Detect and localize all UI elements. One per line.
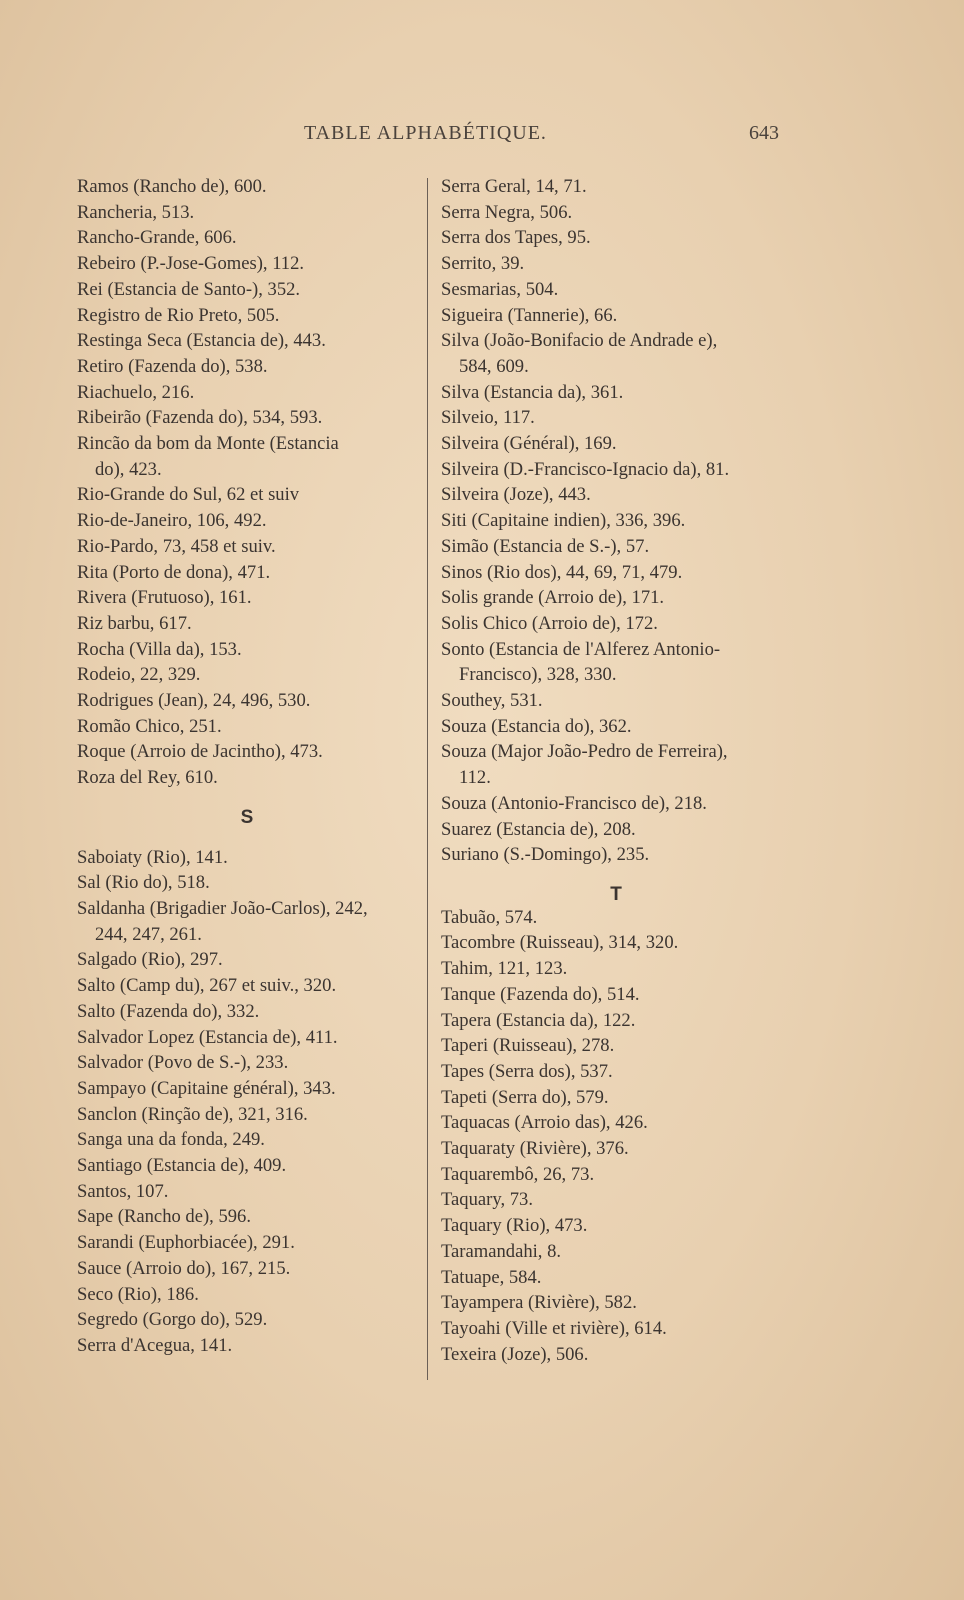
index-entry: Salvador Lopez (Estancia de), 411. (77, 1026, 338, 1048)
index-entry: Rivera (Frutuoso), 161. (77, 587, 252, 609)
index-entry: Rita (Porto de dona), 471. (77, 561, 271, 583)
index-entry: Tapes (Serra dos), 537. (441, 1060, 613, 1082)
index-entry: Silveira (Joze), 443. (441, 484, 591, 506)
index-entry: Sauce (Arroio do), 167, 215. (77, 1257, 291, 1279)
running-title: TABLE ALPHABÉTIQUE. (304, 122, 547, 144)
index-entry: Seco (Rio), 186. (77, 1283, 199, 1305)
index-entry: Sanga una da fonda, 249. (77, 1129, 265, 1151)
index-entry: Rio-de-Janeiro, 106, 492. (77, 510, 267, 532)
index-entry: Sonto (Estancia de l'Alferez Antonio- (441, 638, 721, 660)
index-entry: Silva (Estancia da), 361. (441, 381, 624, 403)
index-entry: Taquary (Rio), 473. (441, 1215, 588, 1237)
index-entry: Tanque (Fazenda do), 514. (441, 983, 640, 1005)
index-entry-continuation: Francisco), 328, 330. (459, 664, 617, 686)
index-group-t (441, 905, 791, 1368)
index-entry-continuation: 112. (459, 767, 491, 789)
index-entry: Serra Geral, 14, 71. (441, 176, 587, 197)
index-entry: Souza (Estancia do), 362. (441, 715, 632, 737)
index-entry: Rio-Grande do Sul, 62 et suiv (77, 484, 300, 506)
index-entry: Tayampera (Rivière), 582. (441, 1292, 637, 1314)
index-entry: Rocha (Villa da), 153. (77, 638, 242, 660)
index-entry: Simão (Estancia de S.-), 57. (441, 535, 650, 557)
index-entry: Tapeti (Serra do), 579. (441, 1086, 609, 1108)
index-entry: Tatuape, 584. (441, 1266, 542, 1288)
index-entry: Silveira (D.-Francisco-Ignacio da), 81. (441, 458, 730, 480)
index-entry: Sinos (Rio dos), 44, 69, 71, 479. (441, 561, 683, 583)
index-entry: Santiago (Estancia de), 409. (77, 1155, 287, 1177)
index-entry: Silva (João-Bonifacio de Andrade e), (441, 330, 718, 352)
index-entry: Tacombre (Ruisseau), 314, 320. (441, 932, 679, 954)
section-heading-t: T (610, 883, 622, 905)
index-entry: Sigueira (Tannerie), 66. (441, 304, 618, 326)
index-entry: Saboiaty (Rio), 141. (77, 846, 228, 868)
index-entry: Southey, 531. (441, 690, 543, 712)
index-entry: Serra dos Tapes, 95. (441, 227, 591, 249)
index-entry: Romão Chico, 251. (77, 715, 222, 737)
index-entry: Salvador (Povo de S.-), 233. (77, 1052, 289, 1074)
index-entry: Ramos (Rancho de), 600. (77, 176, 267, 197)
index-entry: Solis grande (Arroio de), 171. (441, 587, 665, 609)
index-entry-continuation: do), 423. (95, 458, 162, 480)
index-entry: Registro de Rio Preto, 505. (77, 304, 280, 326)
section-heading-s: S (240, 806, 254, 828)
index-entry: Siti (Capitaine indien), 336, 396. (441, 510, 686, 532)
index-entry: Rancho-Grande, 606. (77, 227, 237, 249)
index-entry: Segredo (Gorgo do), 529. (77, 1309, 268, 1331)
index-entry: Taquacas (Arroio das), 426. (441, 1112, 648, 1134)
index-entry: Retiro (Fazenda do), 538. (77, 355, 268, 377)
index-entry: Santos, 107. (77, 1180, 169, 1202)
index-entry: Tayoahi (Ville et rivière), 614. (441, 1317, 667, 1339)
index-entry: Salto (Fazenda do), 332. (77, 1000, 260, 1022)
index-entry: Salto (Camp du), 267 et suiv., 320. (77, 975, 337, 997)
index-entry: Sesmarias, 504. (441, 278, 559, 300)
page-number: 643 (749, 122, 779, 144)
index-entry: Taquarembô, 26, 73. (441, 1163, 595, 1185)
index-entry: Roza del Rey, 610. (77, 767, 218, 789)
index-entry: Tapera (Estancia da), 122. (441, 1009, 636, 1031)
index-entry: Suarez (Estancia de), 208. (441, 818, 636, 840)
column-divider (427, 178, 428, 1380)
index-entry-continuation: 584, 609. (459, 355, 529, 377)
index-entry: Salgado (Rio), 297. (77, 949, 223, 971)
index-entry: Taramandahi, 8. (441, 1240, 562, 1262)
index-column-left (77, 174, 417, 1359)
index-entry: Restinga Seca (Estancia de), 443. (77, 330, 326, 352)
index-entry: Ribeirão (Fazenda do), 534, 593. (77, 407, 323, 429)
index-entry: Sampayo (Capitaine général), 343. (77, 1077, 336, 1099)
index-entry: Serra d'Acegua, 141. (77, 1334, 233, 1356)
index-entry: Rincão da bom da Monte (Estancia (77, 433, 339, 455)
page-header (0, 122, 964, 152)
index-entry: Sal (Rio do), 518. (77, 872, 210, 894)
index-entry: Saldanha (Brigadier João-Carlos), 242, (77, 897, 368, 919)
index-entry: Silveira (Général), 169. (441, 433, 617, 455)
index-entry: Tahim, 121, 123. (441, 958, 568, 980)
index-entry: Suriano (S.-Domingo), 235. (441, 844, 650, 866)
index-entry: Taquary, 73. (441, 1189, 533, 1211)
index-entry: Rodeio, 22, 329. (77, 664, 201, 686)
index-entry: Souza (Antonio-Francisco de), 218. (441, 792, 707, 814)
index-entry: Serra Negra, 506. (441, 201, 573, 223)
index-entry: Taquaraty (Rivière), 376. (441, 1138, 629, 1160)
index-entry: Rio-Pardo, 73, 458 et suiv. (77, 535, 276, 557)
index-entry-continuation: 244, 247, 261. (95, 923, 202, 945)
index-entry: Rebeiro (P.-Jose-Gomes), 112. (77, 253, 305, 275)
index-group-r (77, 174, 417, 791)
index-entry: Serrito, 39. (441, 253, 525, 275)
index-entry: Solis Chico (Arroio de), 172. (441, 612, 658, 634)
index-entry: Sarandi (Euphorbiacée), 291. (77, 1232, 295, 1254)
index-group-s-continued (441, 174, 791, 868)
index-entry: Sanclon (Rinção de), 321, 316. (77, 1103, 308, 1125)
index-entry: Rei (Estancia de Santo-), 352. (77, 278, 301, 300)
index-entry: Rancheria, 513. (77, 201, 195, 223)
index-entry: Texeira (Joze), 506. (441, 1343, 589, 1365)
index-entry: Roque (Arroio de Jacintho), 473. (77, 741, 323, 763)
index-group-s (77, 845, 417, 1359)
index-column-right (441, 174, 791, 1367)
index-entry: Souza (Major João-Pedro de Ferreira), (441, 741, 728, 763)
index-entry: Riz barbu, 617. (77, 612, 192, 634)
index-entry: Sape (Rancho de), 596. (77, 1206, 252, 1228)
index-entry: Taperi (Ruisseau), 278. (441, 1035, 615, 1057)
index-entry: Riachuelo, 216. (77, 381, 195, 403)
index-entry: Silveio, 117. (441, 407, 535, 429)
index-entry: Rodrigues (Jean), 24, 496, 530. (77, 690, 311, 712)
index-entry: Tabuão, 574. (441, 906, 538, 928)
